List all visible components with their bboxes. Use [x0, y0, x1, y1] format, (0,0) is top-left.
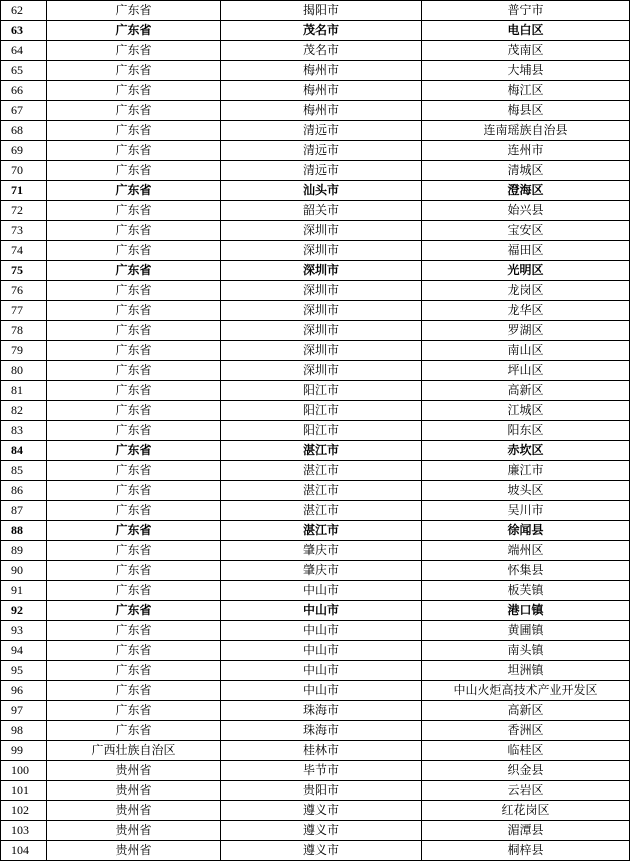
- district-cell: 澄海区: [422, 181, 630, 201]
- city-cell: 深圳市: [221, 321, 422, 341]
- city-cell: 韶关市: [221, 201, 422, 221]
- table-row: [1, 481, 630, 501]
- province-cell: 广东省: [47, 381, 221, 401]
- row-number-cell: 89: [1, 541, 47, 561]
- table-row: [1, 581, 630, 601]
- table-row: [1, 461, 630, 481]
- row-number-cell: 81: [1, 381, 47, 401]
- row-number-cell: 82: [1, 401, 47, 421]
- province-cell: 广东省: [47, 81, 221, 101]
- table-body: [1, 1, 630, 861]
- district-cell: 连州市: [422, 141, 630, 161]
- province-cell: 广东省: [47, 521, 221, 541]
- table-row: [1, 841, 630, 861]
- province-cell: 广东省: [47, 201, 221, 221]
- row-number-cell: 84: [1, 441, 47, 461]
- city-cell: 中山市: [221, 681, 422, 701]
- province-cell: 广东省: [47, 501, 221, 521]
- district-cell: 坦洲镇: [422, 661, 630, 681]
- city-cell: 中山市: [221, 661, 422, 681]
- district-cell: 香洲区: [422, 721, 630, 741]
- row-number-cell: 63: [1, 21, 47, 41]
- row-number-cell: 91: [1, 581, 47, 601]
- district-cell: 龙华区: [422, 301, 630, 321]
- row-number-cell: 80: [1, 361, 47, 381]
- city-cell: 中山市: [221, 621, 422, 641]
- district-cell: 坡头区: [422, 481, 630, 501]
- city-cell: 深圳市: [221, 361, 422, 381]
- city-cell: 深圳市: [221, 341, 422, 361]
- district-cell: 江城区: [422, 401, 630, 421]
- province-cell: 广东省: [47, 641, 221, 661]
- row-number-cell: 72: [1, 201, 47, 221]
- district-cell: 红花岗区: [422, 801, 630, 821]
- district-cell: 高新区: [422, 381, 630, 401]
- city-cell: 珠海市: [221, 701, 422, 721]
- row-number-cell: 90: [1, 561, 47, 581]
- row-number-cell: 64: [1, 41, 47, 61]
- city-cell: 遵义市: [221, 801, 422, 821]
- district-cell: 宝安区: [422, 221, 630, 241]
- row-number-cell: 101: [1, 781, 47, 801]
- city-cell: 梅州市: [221, 81, 422, 101]
- province-cell: 广东省: [47, 301, 221, 321]
- table-row: [1, 161, 630, 181]
- row-number-cell: 87: [1, 501, 47, 521]
- province-cell: 贵州省: [47, 801, 221, 821]
- city-cell: 湛江市: [221, 441, 422, 461]
- province-cell: 贵州省: [47, 841, 221, 861]
- city-cell: 阳江市: [221, 401, 422, 421]
- table-row: [1, 701, 630, 721]
- table-row: [1, 381, 630, 401]
- city-cell: 阳江市: [221, 381, 422, 401]
- district-cell: 普宁市: [422, 1, 630, 21]
- province-cell: 贵州省: [47, 821, 221, 841]
- row-number-cell: 71: [1, 181, 47, 201]
- row-number-cell: 102: [1, 801, 47, 821]
- row-number-cell: 100: [1, 761, 47, 781]
- province-cell: 广东省: [47, 21, 221, 41]
- district-cell: 罗湖区: [422, 321, 630, 341]
- table-row: [1, 761, 630, 781]
- table-row: [1, 241, 630, 261]
- row-number-cell: 77: [1, 301, 47, 321]
- district-cell: 电白区: [422, 21, 630, 41]
- district-cell: 黄圃镇: [422, 621, 630, 641]
- table-row: [1, 121, 630, 141]
- province-cell: 广东省: [47, 441, 221, 461]
- province-cell: 广东省: [47, 121, 221, 141]
- table-row: [1, 81, 630, 101]
- row-number-cell: 96: [1, 681, 47, 701]
- city-cell: 湛江市: [221, 461, 422, 481]
- city-cell: 深圳市: [221, 301, 422, 321]
- province-cell: 广东省: [47, 401, 221, 421]
- province-cell: 广东省: [47, 481, 221, 501]
- district-cell: 廉江市: [422, 461, 630, 481]
- table-row: [1, 821, 630, 841]
- row-number-cell: 67: [1, 101, 47, 121]
- province-cell: 广东省: [47, 161, 221, 181]
- district-cell: 南山区: [422, 341, 630, 361]
- province-cell: 广东省: [47, 261, 221, 281]
- table-row: [1, 801, 630, 821]
- table-row: [1, 661, 630, 681]
- city-cell: 遵义市: [221, 841, 422, 861]
- district-cell: 织金县: [422, 761, 630, 781]
- table-row: [1, 361, 630, 381]
- province-cell: 广东省: [47, 141, 221, 161]
- province-cell: 广东省: [47, 181, 221, 201]
- row-number-cell: 99: [1, 741, 47, 761]
- district-cell: 怀集县: [422, 561, 630, 581]
- city-cell: 深圳市: [221, 241, 422, 261]
- row-number-cell: 98: [1, 721, 47, 741]
- district-cell: 桐梓县: [422, 841, 630, 861]
- district-cell: 始兴县: [422, 201, 630, 221]
- table-row: [1, 21, 630, 41]
- district-cell: 湄潭县: [422, 821, 630, 841]
- district-cell: 徐闻县: [422, 521, 630, 541]
- row-number-cell: 76: [1, 281, 47, 301]
- row-number-cell: 66: [1, 81, 47, 101]
- city-cell: 中山市: [221, 601, 422, 621]
- table-row: [1, 561, 630, 581]
- city-cell: 清远市: [221, 141, 422, 161]
- district-cell: 茂南区: [422, 41, 630, 61]
- province-cell: 广东省: [47, 341, 221, 361]
- district-cell: 大埔县: [422, 61, 630, 81]
- row-number-cell: 62: [1, 1, 47, 21]
- province-cell: 广东省: [47, 461, 221, 481]
- province-cell: 广东省: [47, 581, 221, 601]
- province-cell: 广东省: [47, 421, 221, 441]
- province-cell: 广东省: [47, 721, 221, 741]
- city-cell: 清远市: [221, 121, 422, 141]
- district-cell: 坪山区: [422, 361, 630, 381]
- city-cell: 汕头市: [221, 181, 422, 201]
- province-cell: 广东省: [47, 221, 221, 241]
- table-row: [1, 301, 630, 321]
- row-number-cell: 70: [1, 161, 47, 181]
- district-cell: 吴川市: [422, 501, 630, 521]
- province-cell: 广东省: [47, 361, 221, 381]
- row-number-cell: 69: [1, 141, 47, 161]
- district-cell: 港口镇: [422, 601, 630, 621]
- row-number-cell: 68: [1, 121, 47, 141]
- province-cell: 广东省: [47, 621, 221, 641]
- table-row: [1, 441, 630, 461]
- district-cell: 赤坎区: [422, 441, 630, 461]
- district-cell: 光明区: [422, 261, 630, 281]
- row-number-cell: 104: [1, 841, 47, 861]
- city-cell: 中山市: [221, 581, 422, 601]
- province-cell: 广东省: [47, 561, 221, 581]
- row-number-cell: 95: [1, 661, 47, 681]
- district-cell: 云岩区: [422, 781, 630, 801]
- province-cell: 贵州省: [47, 761, 221, 781]
- city-cell: 湛江市: [221, 481, 422, 501]
- table-row: [1, 101, 630, 121]
- table-row: [1, 641, 630, 661]
- table-row: [1, 141, 630, 161]
- table-row: [1, 421, 630, 441]
- table-row: [1, 41, 630, 61]
- district-cell: 中山火炬高技术产业开发区: [422, 681, 630, 701]
- province-cell: 广东省: [47, 701, 221, 721]
- row-number-cell: 85: [1, 461, 47, 481]
- province-cell: 广西壮族自治区: [47, 741, 221, 761]
- city-cell: 中山市: [221, 641, 422, 661]
- city-cell: 清远市: [221, 161, 422, 181]
- table-row: [1, 681, 630, 701]
- table-row: [1, 621, 630, 641]
- table-row: [1, 261, 630, 281]
- table-row: [1, 781, 630, 801]
- city-cell: 阳江市: [221, 421, 422, 441]
- row-number-cell: 78: [1, 321, 47, 341]
- row-number-cell: 94: [1, 641, 47, 661]
- row-number-cell: 65: [1, 61, 47, 81]
- city-cell: 湛江市: [221, 501, 422, 521]
- district-cell: 板芙镇: [422, 581, 630, 601]
- city-cell: 深圳市: [221, 261, 422, 281]
- table-row: [1, 741, 630, 761]
- row-number-cell: 86: [1, 481, 47, 501]
- table-row: [1, 341, 630, 361]
- table-row: [1, 601, 630, 621]
- city-cell: 珠海市: [221, 721, 422, 741]
- province-cell: 广东省: [47, 101, 221, 121]
- city-cell: 深圳市: [221, 221, 422, 241]
- city-cell: 梅州市: [221, 101, 422, 121]
- table-row: [1, 281, 630, 301]
- table-row: [1, 501, 630, 521]
- city-cell: 湛江市: [221, 521, 422, 541]
- row-number-cell: 88: [1, 521, 47, 541]
- table-row: [1, 181, 630, 201]
- province-cell: 广东省: [47, 541, 221, 561]
- city-cell: 深圳市: [221, 281, 422, 301]
- row-number-cell: 83: [1, 421, 47, 441]
- province-cell: 广东省: [47, 1, 221, 21]
- table-row: [1, 201, 630, 221]
- table-row: [1, 521, 630, 541]
- row-number-cell: 75: [1, 261, 47, 281]
- district-cell: 福田区: [422, 241, 630, 261]
- table-row: [1, 721, 630, 741]
- city-cell: 贵阳市: [221, 781, 422, 801]
- province-cell: 广东省: [47, 321, 221, 341]
- row-number-cell: 79: [1, 341, 47, 361]
- table-row: [1, 321, 630, 341]
- province-cell: 广东省: [47, 61, 221, 81]
- district-cell: 端州区: [422, 541, 630, 561]
- province-cell: 广东省: [47, 681, 221, 701]
- district-cell: 梅江区: [422, 81, 630, 101]
- province-cell: 广东省: [47, 601, 221, 621]
- province-cell: 广东省: [47, 661, 221, 681]
- row-number-cell: 92: [1, 601, 47, 621]
- district-cell: 龙岗区: [422, 281, 630, 301]
- district-cell: 南头镇: [422, 641, 630, 661]
- table-row: [1, 1, 630, 21]
- table-row: [1, 221, 630, 241]
- province-cell: 广东省: [47, 241, 221, 261]
- city-cell: 梅州市: [221, 61, 422, 81]
- row-number-cell: 103: [1, 821, 47, 841]
- city-cell: 毕节市: [221, 761, 422, 781]
- province-cell: 广东省: [47, 281, 221, 301]
- table-row: [1, 541, 630, 561]
- row-number-cell: 73: [1, 221, 47, 241]
- district-cell: 连南瑶族自治县: [422, 121, 630, 141]
- row-number-cell: 97: [1, 701, 47, 721]
- city-cell: 桂林市: [221, 741, 422, 761]
- district-cell: 梅县区: [422, 101, 630, 121]
- district-cell: 阳东区: [422, 421, 630, 441]
- city-cell: 茂名市: [221, 41, 422, 61]
- city-cell: 遵义市: [221, 821, 422, 841]
- district-cell: 临桂区: [422, 741, 630, 761]
- row-number-cell: 93: [1, 621, 47, 641]
- city-cell: 茂名市: [221, 21, 422, 41]
- province-cell: 广东省: [47, 41, 221, 61]
- city-cell: 揭阳市: [221, 1, 422, 21]
- province-cell: 贵州省: [47, 781, 221, 801]
- district-cell: 高新区: [422, 701, 630, 721]
- city-cell: 肇庆市: [221, 561, 422, 581]
- district-cell: 清城区: [422, 161, 630, 181]
- city-cell: 肇庆市: [221, 541, 422, 561]
- table-row: [1, 401, 630, 421]
- table-row: [1, 61, 630, 81]
- row-number-cell: 74: [1, 241, 47, 261]
